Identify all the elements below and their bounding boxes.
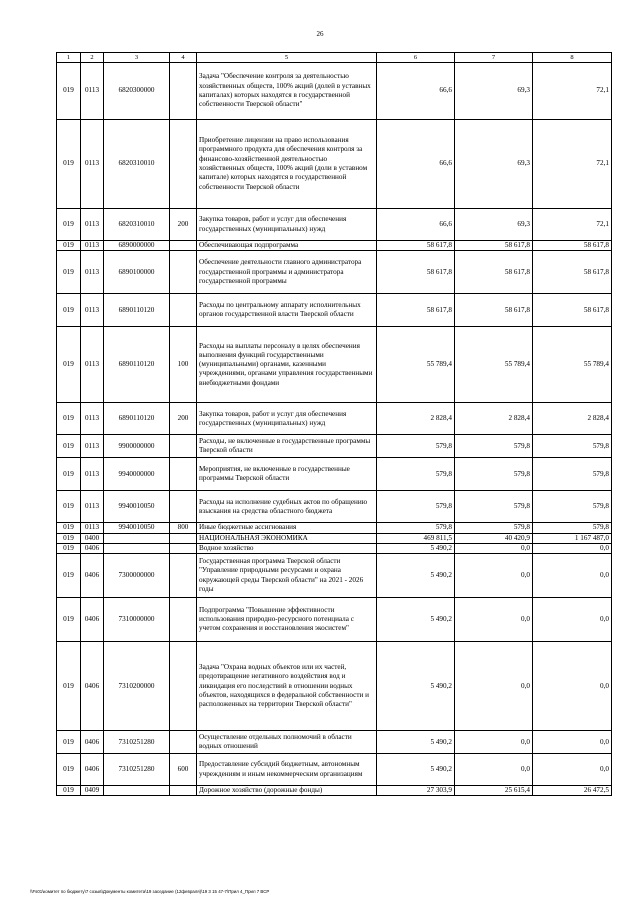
row-code-target: 6820310010 xyxy=(104,120,170,209)
row-code-expense-type xyxy=(170,554,197,598)
row-description: Задача "Охрана водных объектов или их частей, предотвращение негативного воздействия вод и ликвидация его последствий в отношении водных объектов, находящихся в федеральной собственности и расположенных на территории Тверской области" xyxy=(197,642,377,731)
row-value-col8: 579,8 xyxy=(533,523,612,533)
row-code-expense-type: 600 xyxy=(170,754,197,786)
row-code-target: 6820310010 xyxy=(104,209,170,241)
row-value-col8: 72,1 xyxy=(533,209,612,241)
row-description: Закупка товаров, работ и услуг для обеспечения государственных (муниципальных) нужд xyxy=(197,209,377,241)
row-value-col6: 58 617,8 xyxy=(377,251,455,294)
row-code-admin: 019 xyxy=(57,251,81,294)
column-number: 7 xyxy=(455,53,533,63)
row-code-section: 0113 xyxy=(81,327,104,403)
row-value-col7: 579,8 xyxy=(455,435,533,458)
row-code-expense-type xyxy=(170,458,197,491)
column-number: 5 xyxy=(197,53,377,63)
row-code-admin: 019 xyxy=(57,209,81,241)
row-code-expense-type xyxy=(170,543,197,553)
row-code-expense-type xyxy=(170,120,197,209)
row-code-section: 0113 xyxy=(81,63,104,120)
row-code-section: 0406 xyxy=(81,642,104,731)
table-row xyxy=(57,642,612,731)
row-value-col8: 26 472,5 xyxy=(533,786,612,796)
row-code-admin: 019 xyxy=(57,642,81,731)
row-code-admin: 019 xyxy=(57,63,81,120)
row-code-admin: 019 xyxy=(57,327,81,403)
column-number-row xyxy=(57,53,612,63)
row-value-col7: 58 617,8 xyxy=(455,251,533,294)
row-code-admin: 019 xyxy=(57,523,81,533)
row-code-admin: 019 xyxy=(57,294,81,327)
row-description: Предоставление субсидий бюджетным, автономным учреждениям и иным некоммерческим организациям xyxy=(197,754,377,786)
row-code-admin: 019 xyxy=(57,403,81,435)
row-value-col6: 5 490,2 xyxy=(377,598,455,642)
row-code-section: 0113 xyxy=(81,435,104,458)
row-code-admin: 019 xyxy=(57,241,81,251)
row-code-target: 7310000000 xyxy=(104,598,170,642)
row-code-target: 9940010050 xyxy=(104,491,170,523)
row-code-admin: 019 xyxy=(57,786,81,796)
row-value-col7: 58 617,8 xyxy=(455,241,533,251)
row-value-col7: 25 615,4 xyxy=(455,786,533,796)
table-row xyxy=(57,241,612,251)
row-code-target: 9940000000 xyxy=(104,458,170,491)
row-code-section: 0400 xyxy=(81,533,104,543)
row-code-admin: 019 xyxy=(57,533,81,543)
row-code-section: 0113 xyxy=(81,523,104,533)
table-row xyxy=(57,786,612,796)
row-code-section: 0113 xyxy=(81,491,104,523)
row-description: Иные бюджетные ассигнования xyxy=(197,523,377,533)
table-row xyxy=(57,458,612,491)
row-value-col6: 5 490,2 xyxy=(377,731,455,754)
row-value-col8: 2 828,4 xyxy=(533,403,612,435)
row-value-col7: 0,0 xyxy=(455,731,533,754)
footer-file-path: \\Fs01\комитет по бюджету\7 созыв\Документы комитета\19 заседание (12февраля)\19 3 15 47-7\Прил 4_Прил 7 ВСР xyxy=(30,889,270,894)
row-value-col6: 66,6 xyxy=(377,120,455,209)
budget-table xyxy=(56,52,612,796)
row-code-target xyxy=(104,543,170,553)
table-row xyxy=(57,209,612,241)
row-value-col8: 72,1 xyxy=(533,120,612,209)
table-row xyxy=(57,554,612,598)
row-description: Закупка товаров, работ и услуг для обеспечения государственных (муниципальных) нужд xyxy=(197,403,377,435)
row-code-section: 0409 xyxy=(81,786,104,796)
row-code-admin: 019 xyxy=(57,120,81,209)
row-code-section: 0406 xyxy=(81,598,104,642)
row-value-col6: 469 811,5 xyxy=(377,533,455,543)
row-code-section: 0113 xyxy=(81,251,104,294)
table-row xyxy=(57,251,612,294)
column-number: 2 xyxy=(81,53,104,63)
row-value-col6: 27 303,9 xyxy=(377,786,455,796)
row-code-target xyxy=(104,786,170,796)
row-value-col6: 579,8 xyxy=(377,435,455,458)
row-code-expense-type xyxy=(170,642,197,731)
row-code-admin: 019 xyxy=(57,491,81,523)
row-code-expense-type xyxy=(170,63,197,120)
row-code-expense-type xyxy=(170,435,197,458)
row-code-target xyxy=(104,533,170,543)
row-value-col8: 0,0 xyxy=(533,754,612,786)
row-code-admin: 019 xyxy=(57,731,81,754)
row-code-section: 0113 xyxy=(81,120,104,209)
column-number: 6 xyxy=(377,53,455,63)
column-number: 4 xyxy=(170,53,197,63)
row-code-section: 0406 xyxy=(81,554,104,598)
row-code-admin: 019 xyxy=(57,435,81,458)
row-code-expense-type xyxy=(170,241,197,251)
row-value-col6: 58 617,8 xyxy=(377,241,455,251)
table-row xyxy=(57,754,612,786)
row-code-target: 9900000000 xyxy=(104,435,170,458)
row-code-target: 9940010050 xyxy=(104,523,170,533)
row-value-col7: 69,3 xyxy=(455,120,533,209)
row-code-section: 0113 xyxy=(81,241,104,251)
row-code-expense-type: 200 xyxy=(170,403,197,435)
row-code-expense-type: 200 xyxy=(170,209,197,241)
row-value-col8: 0,0 xyxy=(533,543,612,553)
table-row xyxy=(57,435,612,458)
table-row xyxy=(57,523,612,533)
row-code-expense-type xyxy=(170,598,197,642)
row-code-expense-type xyxy=(170,294,197,327)
row-value-col8: 579,8 xyxy=(533,491,612,523)
row-value-col7: 55 789,4 xyxy=(455,327,533,403)
row-value-col7: 0,0 xyxy=(455,642,533,731)
table-row xyxy=(57,731,612,754)
row-value-col8: 58 617,8 xyxy=(533,294,612,327)
row-value-col7: 2 828,4 xyxy=(455,403,533,435)
row-description: Государственная программа Тверской области "Управление природными ресурсами и охрана окружающей среды Тверской области" на 2021 - 2026 годы xyxy=(197,554,377,598)
row-description: Обеспечение деятельности главного администратора государственной программы и администратора государственной программы xyxy=(197,251,377,294)
row-value-col7: 0,0 xyxy=(455,754,533,786)
table-row xyxy=(57,491,612,523)
page-number: 26 xyxy=(316,30,324,38)
row-code-target: 6890000000 xyxy=(104,241,170,251)
row-code-section: 0406 xyxy=(81,543,104,553)
row-value-col6: 55 789,4 xyxy=(377,327,455,403)
table-row xyxy=(57,533,612,543)
row-code-admin: 019 xyxy=(57,543,81,553)
row-code-target: 6890100000 xyxy=(104,251,170,294)
row-value-col6: 5 490,2 xyxy=(377,754,455,786)
row-value-col7: 579,8 xyxy=(455,491,533,523)
row-code-target: 6890110120 xyxy=(104,294,170,327)
row-code-target: 7310200000 xyxy=(104,642,170,731)
row-value-col6: 2 828,4 xyxy=(377,403,455,435)
row-code-expense-type: 800 xyxy=(170,523,197,533)
row-value-col8: 579,8 xyxy=(533,435,612,458)
row-value-col7: 58 617,8 xyxy=(455,294,533,327)
table-row xyxy=(57,294,612,327)
row-code-admin: 019 xyxy=(57,554,81,598)
row-description: Приобретение лицензии на право использования программного продукта для обеспечения контроля за финансово-хозяйственной деятельностью хозяйственных обществ, 100% акций (доли в уставном капитале) которых находятся в государственной собственности Тверской области xyxy=(197,120,377,209)
row-value-col7: 69,3 xyxy=(455,63,533,120)
row-value-col7: 0,0 xyxy=(455,598,533,642)
row-value-col7: 69,3 xyxy=(455,209,533,241)
row-value-col8: 58 617,8 xyxy=(533,241,612,251)
row-value-col8: 0,0 xyxy=(533,642,612,731)
table-row xyxy=(57,120,612,209)
row-code-section: 0113 xyxy=(81,294,104,327)
row-code-section: 0113 xyxy=(81,403,104,435)
row-code-section: 0406 xyxy=(81,731,104,754)
row-description: Обеспечивающая подпрограмма xyxy=(197,241,377,251)
row-code-admin: 019 xyxy=(57,458,81,491)
row-value-col7: 0,0 xyxy=(455,543,533,553)
row-description: Задача "Обеспечение контроля за деятельностью хозяйственных обществ, 100% акций (долей в уставных капиталах) которых находятся в государственной собственности Тверской области" xyxy=(197,63,377,120)
row-code-expense-type xyxy=(170,533,197,543)
row-description: Подпрограмма "Повышение эффективности использования природно-ресурсного потенциала с учетом сохранения и восстановления экосистем" xyxy=(197,598,377,642)
row-code-expense-type xyxy=(170,731,197,754)
row-value-col7: 0,0 xyxy=(455,554,533,598)
row-code-target: 7310251280 xyxy=(104,731,170,754)
row-value-col8: 0,0 xyxy=(533,554,612,598)
row-value-col6: 579,8 xyxy=(377,458,455,491)
row-description: Осуществление отдельных полномочий в области водных отношений xyxy=(197,731,377,754)
row-value-col8: 72,1 xyxy=(533,63,612,120)
table-row xyxy=(57,598,612,642)
row-code-section: 0406 xyxy=(81,754,104,786)
row-value-col6: 58 617,8 xyxy=(377,294,455,327)
row-description: НАЦИОНАЛЬНАЯ ЭКОНОМИКА xyxy=(197,533,377,543)
row-code-target: 6820300000 xyxy=(104,63,170,120)
row-value-col8: 1 167 487,0 xyxy=(533,533,612,543)
row-value-col6: 579,8 xyxy=(377,523,455,533)
row-code-target: 6890110120 xyxy=(104,403,170,435)
row-code-section: 0113 xyxy=(81,209,104,241)
row-value-col8: 58 617,8 xyxy=(533,251,612,294)
row-value-col7: 40 420,9 xyxy=(455,533,533,543)
row-description: Расходы, не включенные в государственные программы Тверской области xyxy=(197,435,377,458)
row-value-col6: 5 490,2 xyxy=(377,543,455,553)
row-description: Дорожное хозяйство (дорожные фонды) xyxy=(197,786,377,796)
row-value-col6: 5 490,2 xyxy=(377,642,455,731)
table-row xyxy=(57,403,612,435)
row-value-col6: 579,8 xyxy=(377,491,455,523)
row-code-expense-type xyxy=(170,251,197,294)
row-code-section: 0113 xyxy=(81,458,104,491)
row-value-col7: 579,8 xyxy=(455,523,533,533)
row-value-col8: 0,0 xyxy=(533,598,612,642)
row-value-col7: 579,8 xyxy=(455,458,533,491)
column-number: 8 xyxy=(533,53,612,63)
row-code-expense-type: 100 xyxy=(170,327,197,403)
row-value-col8: 579,8 xyxy=(533,458,612,491)
row-value-col6: 5 490,2 xyxy=(377,554,455,598)
column-number: 3 xyxy=(104,53,170,63)
row-value-col6: 66,6 xyxy=(377,63,455,120)
row-code-expense-type xyxy=(170,491,197,523)
row-description: Расходы на выплаты персоналу в целях обеспечения выполнения функций государственными (муниципальными) органами, казенными учреждениями, органами управления государственными внебюджетными фондами xyxy=(197,327,377,403)
row-code-target: 7300000000 xyxy=(104,554,170,598)
row-description: Мероприятия, не включенные в государственные программы Тверской области xyxy=(197,458,377,491)
row-code-admin: 019 xyxy=(57,754,81,786)
row-code-target: 7310251280 xyxy=(104,754,170,786)
table-row xyxy=(57,63,612,120)
row-description: Водное хозяйство xyxy=(197,543,377,553)
row-code-target: 6890110120 xyxy=(104,327,170,403)
row-value-col6: 66,6 xyxy=(377,209,455,241)
row-code-admin: 019 xyxy=(57,598,81,642)
row-description: Расходы по центральному аппарату исполнительных органов государственной власти Тверской области xyxy=(197,294,377,327)
column-number: 1 xyxy=(57,53,81,63)
row-description: Расходы на исполнение судебных актов по обращению взыскания на средства областного бюджета xyxy=(197,491,377,523)
table-row xyxy=(57,327,612,403)
table-row xyxy=(57,543,612,553)
row-value-col8: 55 789,4 xyxy=(533,327,612,403)
row-value-col8: 0,0 xyxy=(533,731,612,754)
row-code-expense-type xyxy=(170,786,197,796)
